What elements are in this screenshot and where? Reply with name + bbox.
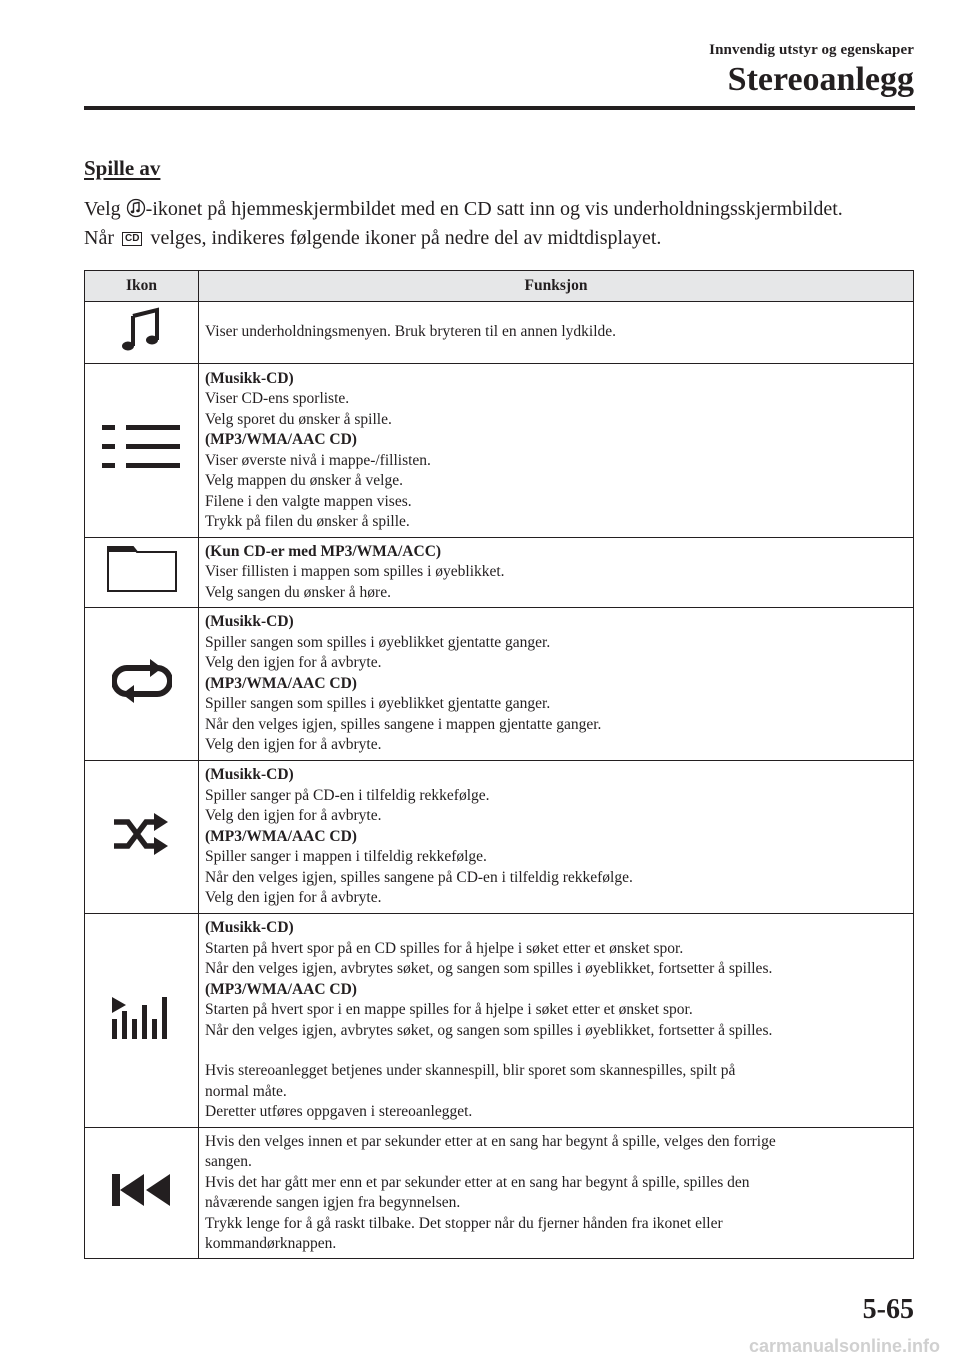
function-text: Spiller sangen som spilles i øyeblikket gjentatte ganger.: [205, 633, 551, 651]
column-header-function: Funksjon: [199, 271, 914, 302]
intro-text: [84, 196, 924, 251]
function-subheading: (Kun CD-er med MP3/WMA/ACC): [205, 542, 442, 560]
table-row: [85, 538, 914, 608]
cd-button-icon: CD: [122, 232, 142, 246]
function-text: Viser øverste nivå i mappe-/fillisten.: [205, 451, 431, 469]
function-text: Når den velges igjen, avbrytes søket, og sangen som spilles i øyeblikket, fortsetter å spilles.: [205, 960, 773, 978]
function-subheading: (MP3/WMA/AAC CD): [205, 674, 357, 692]
intro-line-1: Velg -ikonet på hjemmeskjermbildet med en CD satt inn og vis underholdningsskjermbildet.: [84, 196, 924, 225]
previous-track-icon: [110, 1197, 174, 1214]
table-row: [85, 1128, 914, 1259]
function-text: normal måte.: [205, 1082, 287, 1100]
function-text: Starten på hvert spor i en mappe spilles for å hjelpe i søket etter et ønsket spor.: [205, 1001, 693, 1019]
scan-icon: [112, 1028, 172, 1045]
table-row: [85, 302, 914, 364]
function-text: Viser underholdningsmenyen. Bruk bryteren til en annen lydkilde.: [205, 323, 617, 341]
function-text: Deretter utføres oppgaven i stereoanlegget.: [205, 1103, 473, 1121]
music-note-icon: [117, 341, 167, 358]
function-text: Viser CD-ens sporliste.: [205, 390, 350, 407]
page-title: Stereoanlegg: [727, 61, 914, 98]
function-text: Trykk på filen du ønsker å spille.: [205, 513, 410, 530]
table-row: [85, 608, 914, 761]
column-header-icon: Ikon: [85, 271, 199, 302]
function-text: Velg sporet du ønsker å spille.: [205, 410, 392, 428]
function-text: Når den velges igjen, avbrytes søket, og sangen som spilles i øyeblikket, fortsetter å spilles.: [205, 1021, 773, 1039]
function-text: Spiller sangen som spilles i øyeblikket gjentatte ganger.: [205, 695, 551, 713]
function-subheading: (MP3/WMA/AAC CD): [205, 431, 357, 448]
header-category: Innvendig utstyr og egenskaper: [709, 42, 914, 58]
function-subheading: (MP3/WMA/AAC CD): [205, 827, 357, 845]
function-text: Velg sangen du ønsker å høre.: [205, 583, 391, 601]
function-text: Spiller sanger på CD-en i tilfeldig rekkefølge.: [205, 786, 490, 804]
music-note-circle-icon: [126, 198, 146, 225]
function-text: Når den velges igjen, spilles sangene på CD-en i tilfeldig rekkefølge.: [205, 868, 633, 886]
function-subheading: (Musikk-CD): [205, 766, 294, 784]
list-icon: [102, 459, 182, 476]
function-subheading: (MP3/WMA/AAC CD): [205, 980, 357, 998]
paragraph-spacer: [205, 1041, 907, 1061]
table-row: [85, 914, 914, 1128]
function-text: Spiller sanger i mappen i tilfeldig rekkefølge.: [205, 848, 487, 866]
function-subheading: (Musikk-CD): [205, 613, 294, 631]
function-text: sangen.: [205, 1153, 252, 1170]
table-header-row: [85, 271, 914, 302]
table-row: [85, 364, 914, 538]
function-text: nåværende sangen igjen fra begynnelsen.: [205, 1194, 461, 1211]
function-subheading: (Musikk-CD): [205, 919, 294, 937]
section-title: Spille av: [84, 156, 161, 180]
intro-line-2: Når CD velges, indikeres følgende ikoner på nedre del av midtdisplayet.: [84, 227, 662, 249]
repeat-icon: [112, 691, 172, 708]
watermark: carmanualsonline.info: [748, 1336, 940, 1356]
function-text: Hvis det har gått mer enn et par sekunder etter at en sang har begynt å spille, spilles den: [205, 1173, 750, 1191]
function-text: Når den velges igjen, spilles sangene i mappen gjentatte ganger.: [205, 715, 602, 733]
function-text: Velg den igjen for å avbryte.: [205, 889, 382, 907]
function-text: Hvis den velges innen et par sekunder etter at en sang har begynt å spille, velges den forrige: [205, 1132, 776, 1150]
function-text: Filene i den valgte mappen vises.: [205, 492, 412, 510]
function-text: kommandørknappen.: [205, 1235, 337, 1252]
header-rule: [84, 106, 915, 110]
function-text: Velg mappen du ønsker å velge.: [205, 472, 403, 489]
function-subheading: (Musikk-CD): [205, 369, 294, 387]
icon-function-table: [84, 270, 914, 1259]
table-row: [85, 761, 914, 914]
function-text: Velg den igjen for å avbryte.: [205, 807, 382, 825]
function-text: Velg den igjen for å avbryte.: [205, 654, 382, 672]
function-text: Hvis stereoanlegget betjenes under skannespill, blir sporet som skannespilles, spilt på: [205, 1062, 736, 1080]
function-text: Trykk lenge for å gå raskt tilbake. Det stopper når du fjerner hånden fra ikonet eller: [205, 1214, 723, 1232]
shuffle-icon: [112, 843, 172, 860]
page-number: 5-65: [862, 1294, 914, 1325]
function-text: Velg den igjen for å avbryte.: [205, 736, 382, 754]
folder-icon: [105, 581, 179, 598]
function-text: Starten på hvert spor på en CD spilles for å hjelpe i søket etter et ønsket spor.: [205, 939, 684, 957]
function-text: Viser fillisten i mappen som spilles i øyeblikket.: [205, 563, 505, 581]
